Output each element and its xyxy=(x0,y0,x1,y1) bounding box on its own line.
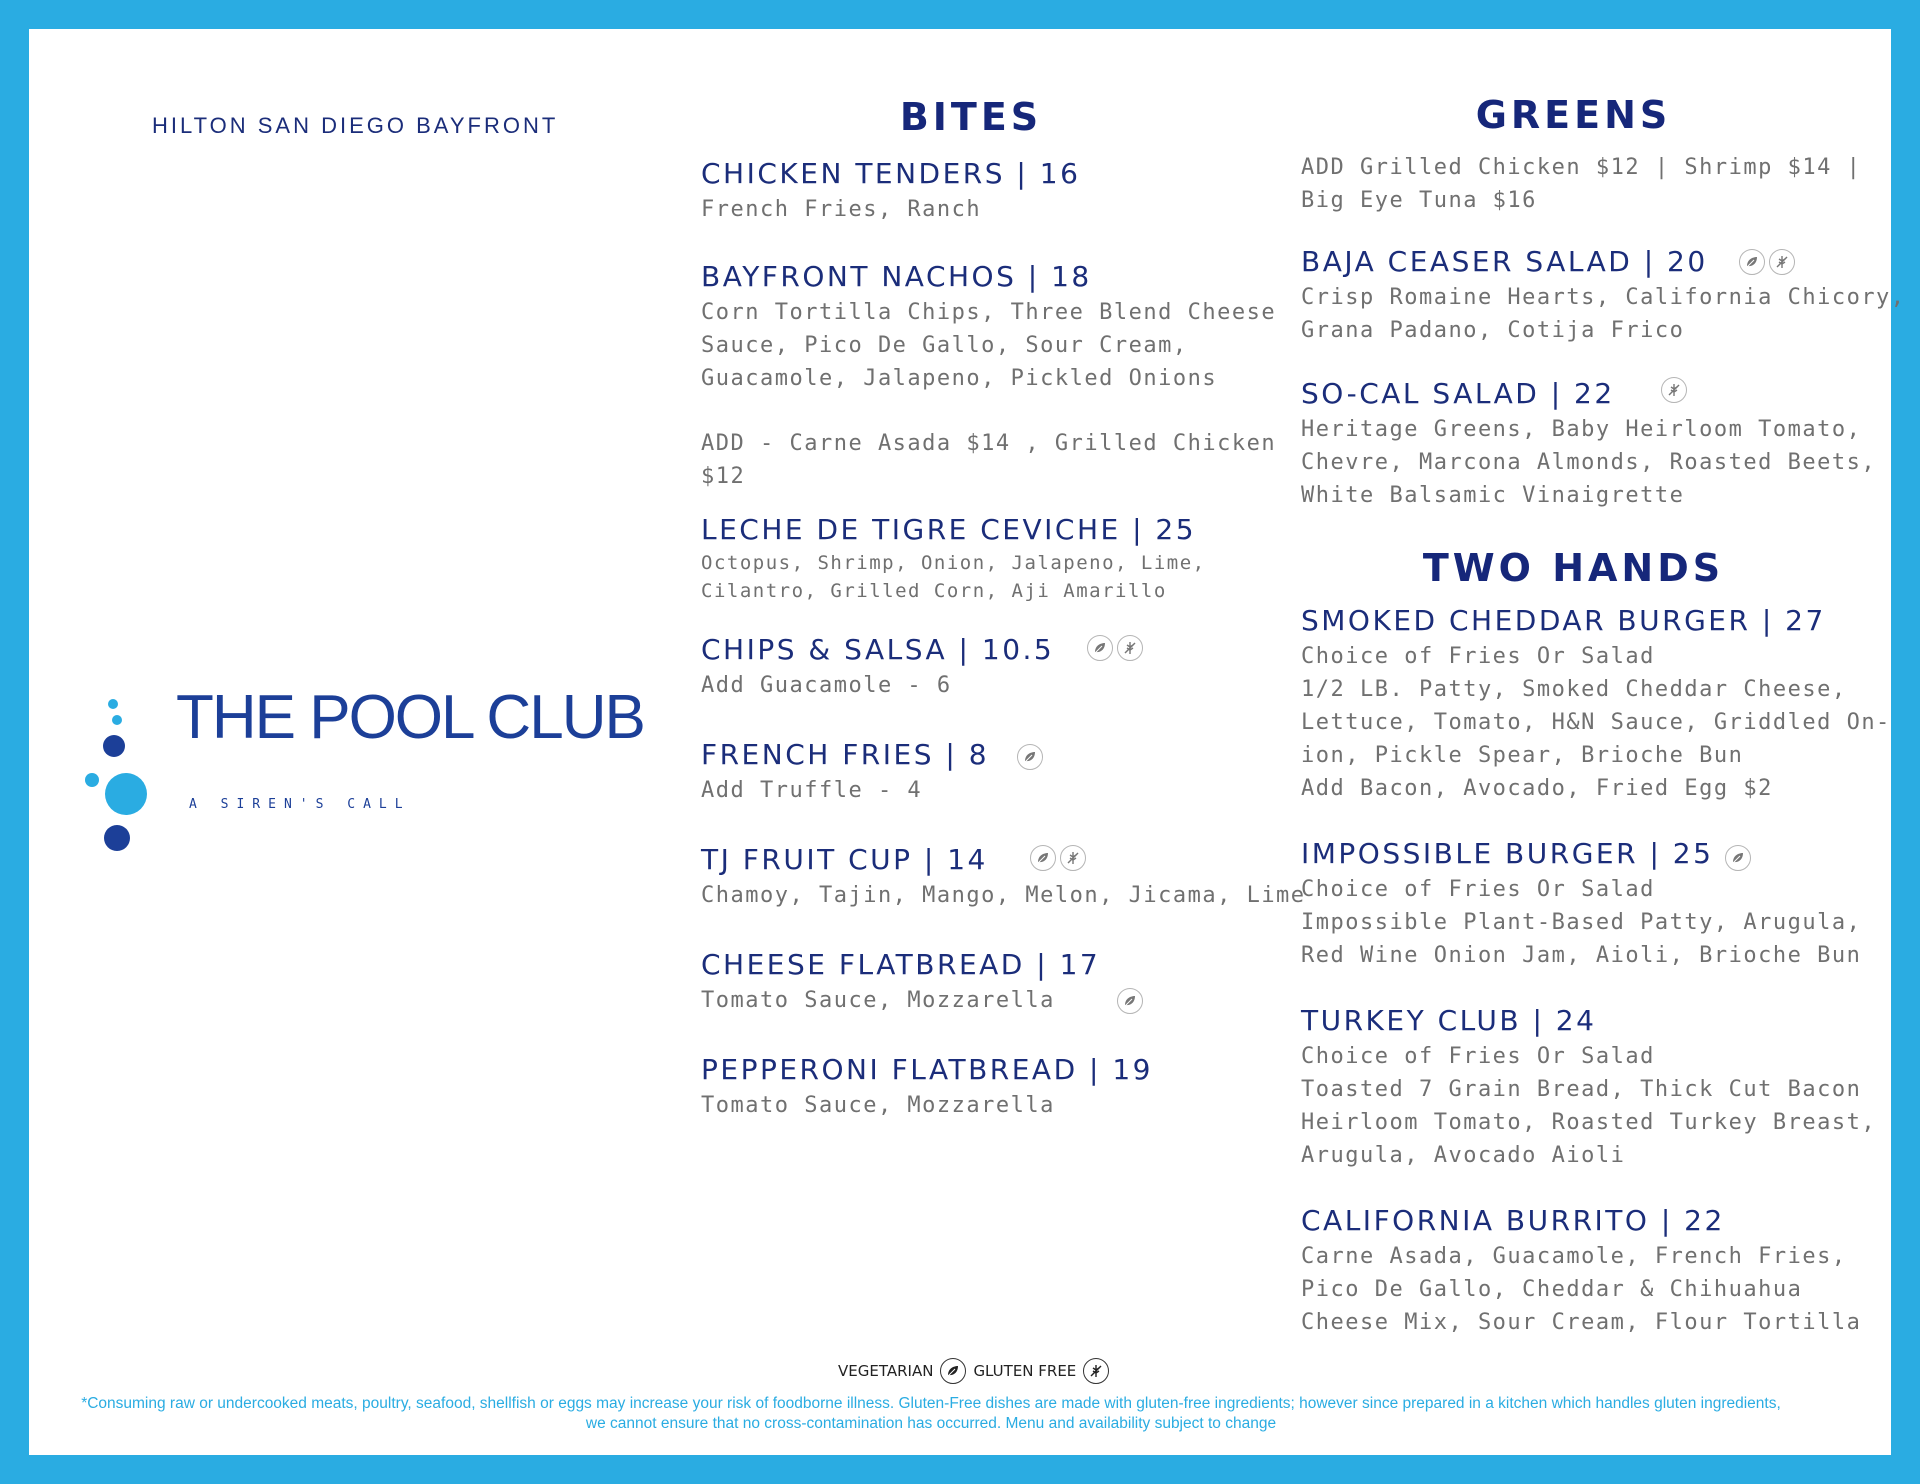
legend-vegetarian-label: VEGETARIAN xyxy=(838,1362,934,1380)
nachos-add-ons xyxy=(701,427,1277,493)
hotel-name: HILTON SAN DIEGO BAYFRONT xyxy=(152,113,559,138)
item-title: CHICKEN TENDERS | 16 xyxy=(701,157,1081,190)
item-description: Octopus, Shrimp, Onion, Jalapeno, Lime, Cilantro, Grilled Corn, Aji Amarillo xyxy=(701,552,1206,602)
item-title: FRENCH FRIES | 8 xyxy=(701,738,990,771)
item-description: Carne Asada, Guacamole, French Fries, Pico De Gallo, Cheddar & Chihuahua Cheese Mix, Sour Cream, Flour Tortilla xyxy=(1301,1244,1862,1335)
item-title: IMPOSSIBLE BURGER | 25 xyxy=(1301,837,1714,870)
wheat-crossed-icon xyxy=(1661,377,1687,403)
wheat-crossed-icon xyxy=(1083,1358,1109,1384)
two-hands-title: TWO HANDS xyxy=(1422,546,1725,590)
dietary-badges xyxy=(1087,635,1143,661)
menu-item-fruit-cup xyxy=(701,841,1306,912)
menu-item-impossible-burger xyxy=(1301,835,1861,972)
item-title: BAYFRONT NACHOS | 18 xyxy=(701,260,1092,293)
leaf-icon xyxy=(1030,845,1056,871)
bites-title: BITES xyxy=(899,95,1043,139)
item-description: Heritage Greens, Baby Heirloom Tomato, Chevre, Marcona Almonds, Roasted Beets, White Balsamic Vinaigrette xyxy=(1301,417,1877,508)
dietary-badges xyxy=(1661,377,1687,403)
item-title: SO-CAL SALAD | 22 xyxy=(1301,377,1615,410)
item-description: Add Truffle - 4 xyxy=(701,778,923,803)
menu-page xyxy=(29,29,1906,1455)
leaf-icon xyxy=(1017,744,1043,770)
menu-item-chicken-tenders xyxy=(701,155,1261,226)
menu-item-bayfront-nachos xyxy=(701,258,1277,395)
leaf-icon xyxy=(1725,845,1751,871)
item-description: ADD - Carne Asada $14 , Grilled Chicken $12 xyxy=(701,431,1277,489)
logo-subtitle: A SIREN'S CALL xyxy=(189,797,411,812)
menu-item-smoked-cheddar-burger xyxy=(1301,602,1891,805)
menu-item-ceviche xyxy=(701,511,1261,605)
leaf-icon xyxy=(1739,249,1765,275)
leaf-icon xyxy=(940,1358,966,1384)
item-description: Crisp Romaine Hearts, California Chicory, Grana Padano, Cotija Frico xyxy=(1301,285,1906,343)
dietary-badges xyxy=(1739,249,1795,275)
menu-item-turkey-club xyxy=(1301,1002,1877,1172)
item-title: BAJA CEASER SALAD | 20 xyxy=(1301,245,1708,278)
logo-bubble xyxy=(108,699,118,709)
item-description: Chamoy, Tajin, Mango, Melon, Jicama, Lime xyxy=(701,883,1306,908)
item-description: Tomato Sauce, Mozzarella xyxy=(701,988,1055,1013)
item-title: SMOKED CHEDDAR BURGER | 27 xyxy=(1301,604,1826,637)
dietary-badges xyxy=(1017,744,1043,770)
dietary-badges xyxy=(1725,845,1751,871)
leaf-icon xyxy=(1117,988,1143,1014)
menu-item-california-burrito xyxy=(1301,1202,1861,1339)
menu-item-baja-ceaser-salad xyxy=(1301,243,1906,347)
right-column xyxy=(1301,89,1906,1339)
item-description: Add Guacamole - 6 xyxy=(701,673,952,698)
logo-title: THE POOL CLUB xyxy=(176,683,644,752)
item-description: Choice of Fries Or Salad Toasted 7 Grain Bread, Thick Cut Bacon Heirloom Tomato, Roasted Turkey Breast, Arugula, Avocado Aioli xyxy=(1301,1044,1877,1168)
logo-bubble xyxy=(85,773,99,787)
wheat-crossed-icon xyxy=(1769,249,1795,275)
item-description: Tomato Sauce, Mozzarella xyxy=(701,1093,1055,1118)
menu-item-french-fries xyxy=(701,736,1261,807)
menu-item-cheese-flatbread xyxy=(701,946,1261,1017)
menu-item-chips-salsa xyxy=(701,631,1261,702)
greens-title: GREENS xyxy=(1475,93,1672,137)
dietary-legend xyxy=(838,1358,1109,1384)
item-title: TJ FRUIT CUP | 14 xyxy=(701,843,988,876)
logo-bubble xyxy=(104,825,130,851)
item-title: LECHE DE TIGRE CEVICHE | 25 xyxy=(701,513,1197,546)
pool-club-logo xyxy=(85,683,645,853)
logo-bubble xyxy=(112,715,122,725)
wheat-crossed-icon xyxy=(1060,845,1086,871)
item-title: CALIFORNIA BURRITO | 22 xyxy=(1301,1204,1725,1237)
logo-bubble xyxy=(103,735,125,757)
dietary-badges xyxy=(1030,845,1086,871)
allergy-disclaimer: *Consuming raw or undercooked meats, poultry, seafood, shellfish or eggs may increase your risk of foodborne illness. Gluten-Free dishes are made with gluten-free ingredients; however since prepared in a kitchen which handles gluten ingredients, we cannot ensure that no cross-contamination has occurred. Menu and availability subject to change xyxy=(81,1395,1781,1432)
item-title: CHIPS & SALSA | 10.5 xyxy=(701,633,1055,666)
item-description: Choice of Fries Or Salad Impossible Plant-Based Patty, Arugula, Red Wine Onion Jam, Aioli, Brioche Bun xyxy=(1301,877,1862,968)
wheat-crossed-icon xyxy=(1117,635,1143,661)
greens-add-ons xyxy=(1301,151,1861,217)
menu-item-pepperoni-flatbread xyxy=(701,1051,1261,1122)
item-description: ADD Grilled Chicken $12 | Shrimp $14 | Big Eye Tuna $16 xyxy=(1301,155,1862,213)
item-title: PEPPERONI FLATBREAD | 19 xyxy=(701,1053,1153,1086)
menu-item-so-cal-salad xyxy=(1301,375,1877,512)
legend-gluten-free-label: GLUTEN FREE xyxy=(973,1362,1077,1380)
logo-bubble xyxy=(105,773,147,815)
leaf-icon xyxy=(1087,635,1113,661)
item-title: CHEESE FLATBREAD | 17 xyxy=(701,948,1101,981)
dietary-badges xyxy=(1117,988,1143,1014)
item-description: French Fries, Ranch xyxy=(701,197,982,222)
item-description: Choice of Fries Or Salad 1/2 LB. Patty, Smoked Cheddar Cheese, Lettuce, Tomato, H&N Sauce, Griddled On- ion, Pickle Spear, Brioche Bun Add Bacon, Avocado, Fried Egg $2 xyxy=(1301,644,1891,801)
item-title: TURKEY CLUB | 24 xyxy=(1301,1004,1597,1037)
bites-section xyxy=(701,89,1306,1122)
item-description: Corn Tortilla Chips, Three Blend Cheese Sauce, Pico De Gallo, Sour Cream, Guacamole, Jalapeno, Pickled Onions xyxy=(701,300,1277,391)
